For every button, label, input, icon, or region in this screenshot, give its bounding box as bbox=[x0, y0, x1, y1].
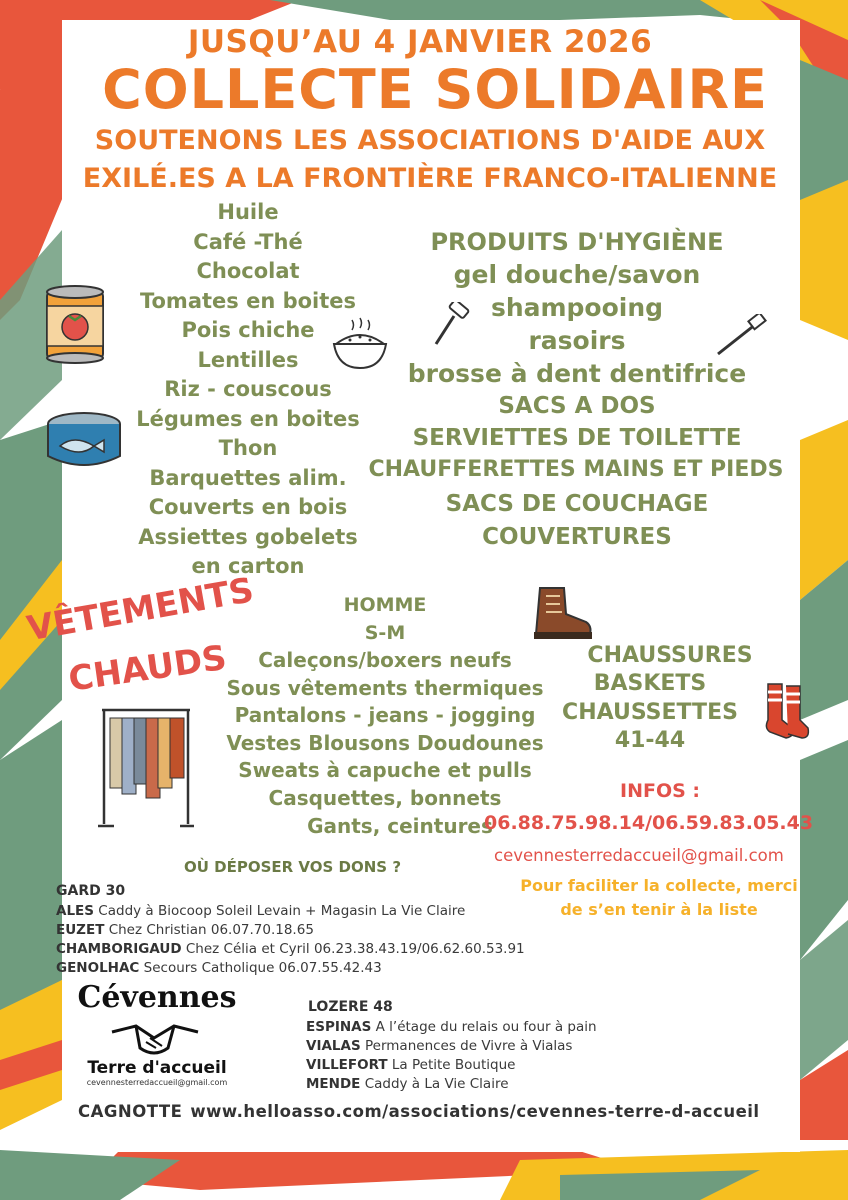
list-item: Thon bbox=[218, 436, 278, 460]
hygiene-item: shampooing bbox=[490, 293, 664, 322]
place-detail: La Petite Boutique bbox=[391, 1057, 516, 1073]
list-item: Riz - couscous bbox=[164, 377, 332, 401]
other-item: COUVERTURES bbox=[482, 524, 672, 550]
list-item: Pantalons - jeans - jogging bbox=[234, 703, 536, 728]
toothbrush-icon bbox=[712, 314, 768, 358]
list-item: Lentilles bbox=[197, 347, 299, 372]
shoes-line: CHAUSSURES bbox=[587, 643, 753, 668]
shoes-line: 41-44 bbox=[614, 728, 686, 753]
place-town: ALES bbox=[56, 903, 94, 919]
list-item bbox=[306, 1018, 597, 1037]
place-detail: Chez Célia et Cyril 06.23.38.43.19/06.62.60.53.91 bbox=[185, 941, 525, 957]
list-item: Vestes Blousons Doudounes bbox=[226, 730, 544, 755]
clothes-gender: HOMME bbox=[343, 594, 427, 616]
shoes-line: CHAUSSETTES bbox=[562, 700, 738, 725]
logo-email: cevennesterredaccueil@gmail.com bbox=[86, 1078, 228, 1087]
place-detail: Secours Catholique 06.07.55.42.43 bbox=[143, 960, 382, 976]
razor-icon bbox=[430, 302, 474, 348]
date-line: JUSQU’AU 4 JANVIER 2026 bbox=[187, 24, 653, 60]
place-town: MENDE bbox=[306, 1076, 361, 1092]
warm-clothes-title-line-2: CHAUDS bbox=[66, 637, 230, 700]
place-town: VIALAS bbox=[306, 1038, 361, 1054]
list-item: Pois chiche bbox=[181, 318, 315, 342]
place-town: GENOLHAC bbox=[56, 960, 140, 976]
logo-name-bottom: Terre d'accueil bbox=[87, 1058, 227, 1078]
hygiene-item: rasoirs bbox=[528, 326, 626, 355]
clothes-rack-icon bbox=[96, 704, 196, 832]
list-item bbox=[56, 921, 525, 940]
hygiene-item: gel douche/savon bbox=[453, 260, 701, 289]
place-detail: A l’étage du relais ou four à pain bbox=[375, 1019, 597, 1035]
cagnotte-link[interactable]: www.helloasso.com/associations/cevennes-terre-d-accueil bbox=[190, 1102, 760, 1121]
other-item: SERVIETTES DE TOILETTE bbox=[412, 425, 742, 451]
place-town: CHAMBORIGAUD bbox=[56, 941, 182, 957]
infos-phones[interactable]: 06.88.75.98.14/06.59.83.05.43 bbox=[484, 812, 814, 834]
place-detail: Chez Christian 06.07.70.18.65 bbox=[108, 922, 314, 938]
place-detail: Permanences de Vivre à Vialas bbox=[365, 1038, 573, 1054]
subtitle-line-2: EXILÉ.ES A LA FRONTIÈRE FRANCO-ITALIENNE bbox=[82, 163, 778, 194]
warm-clothes-title-line-1: VÊTEMENTS bbox=[24, 570, 257, 650]
place-town: VILLEFORT bbox=[306, 1057, 388, 1073]
list-item bbox=[306, 1075, 597, 1094]
cagnotte-footer bbox=[78, 1102, 760, 1121]
deposit-heading: OÙ DÉPOSER VOS DONS ? bbox=[184, 858, 402, 876]
place-town: ESPINAS bbox=[306, 1019, 372, 1035]
place-town: EUZET bbox=[56, 922, 105, 938]
list-item: Tomates en boites bbox=[139, 288, 357, 313]
list-item: en carton bbox=[191, 554, 305, 578]
list-item bbox=[306, 1037, 597, 1056]
infos-note-line-1: Pour faciliter la collecte, merci bbox=[520, 876, 798, 895]
socks-icon bbox=[762, 680, 812, 744]
boot-icon bbox=[530, 584, 594, 642]
gard-heading: GARD 30 bbox=[56, 883, 126, 899]
cagnotte-label: CAGNOTTE bbox=[78, 1102, 183, 1121]
list-item: Légumes en boites bbox=[136, 406, 360, 431]
hygiene-heading: PRODUITS D'HYGIÈNE bbox=[430, 228, 724, 256]
tuna-can-icon bbox=[44, 410, 124, 472]
list-item: Casquettes, bonnets bbox=[268, 785, 502, 810]
page-title: COLLECTE SOLIDAIRE bbox=[102, 58, 768, 121]
infos-note-line-2: de s’en tenir à la liste bbox=[560, 900, 758, 919]
gard-place-list bbox=[56, 902, 525, 978]
food-list bbox=[118, 198, 378, 582]
lozere-heading: LOZERE 48 bbox=[308, 999, 393, 1015]
hygiene-item: brosse à dent dentifrice bbox=[407, 359, 747, 388]
list-item bbox=[56, 902, 525, 921]
list-item: Assiettes gobelets bbox=[138, 524, 358, 549]
list-item: Caleçons/boxers neufs bbox=[258, 648, 512, 672]
place-detail: Caddy à La Vie Claire bbox=[364, 1076, 509, 1092]
lozere-place-list bbox=[306, 1018, 597, 1094]
other-item: SACS A DOS bbox=[498, 393, 656, 419]
list-item bbox=[56, 940, 525, 959]
list-item: Sous vêtements thermiques bbox=[226, 675, 544, 700]
list-item: Barquettes alim. bbox=[149, 465, 347, 490]
list-item: Sweats à capuche et pulls bbox=[238, 758, 532, 783]
list-item bbox=[306, 1056, 597, 1075]
list-item: Gants, ceintures bbox=[307, 813, 493, 838]
other-item: CHAUFFERETTES MAINS ET PIEDS bbox=[368, 457, 784, 482]
infos-label: INFOS : bbox=[620, 780, 700, 802]
place-detail: Caddy à Biocoop Soleil Levain + Magasin La Vie Claire bbox=[98, 903, 466, 919]
list-item: Couverts en bois bbox=[148, 495, 348, 519]
other-item: SACS DE COUCHAGE bbox=[445, 491, 709, 517]
handshake-icon bbox=[110, 1018, 200, 1062]
list-item: Chocolat bbox=[196, 259, 300, 283]
infos-email[interactable]: cevennesterredaccueil@gmail.com bbox=[494, 846, 784, 865]
clothes-sizes: S-M bbox=[364, 622, 406, 644]
list-item bbox=[56, 959, 525, 978]
tomato-can-icon bbox=[44, 284, 106, 364]
logo-name-top: Cévennes bbox=[77, 980, 237, 1015]
list-item: Huile bbox=[217, 200, 279, 224]
shoes-line: BASKETS bbox=[593, 671, 707, 696]
list-item: Café -Thé bbox=[193, 229, 303, 254]
subtitle-line-1: SOUTENONS LES ASSOCIATIONS D'AIDE AUX bbox=[94, 125, 766, 156]
